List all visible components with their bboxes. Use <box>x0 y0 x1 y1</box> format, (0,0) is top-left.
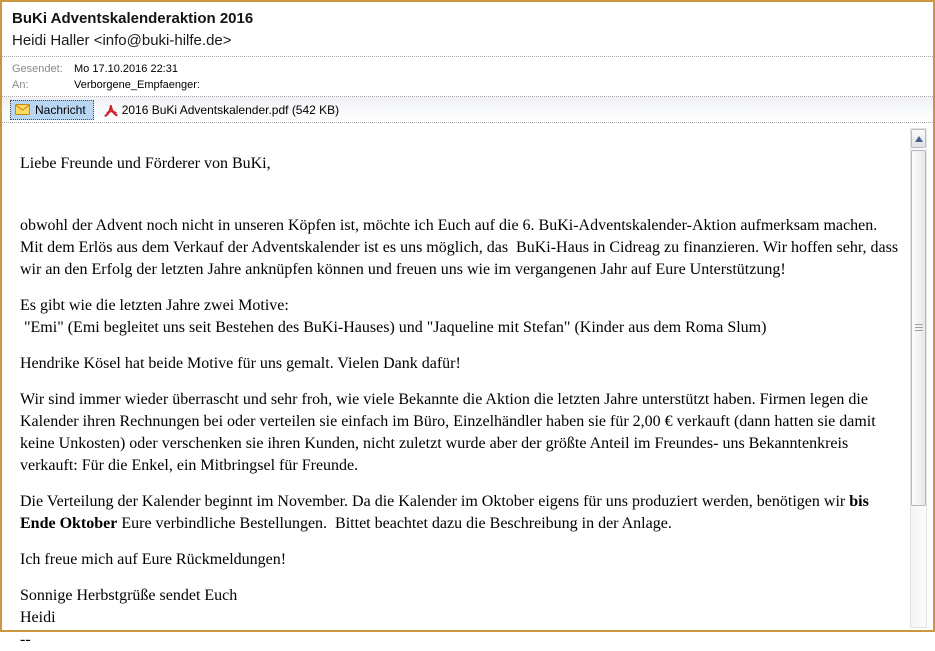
bold-text-segment: bis Ende Oktober <box>20 493 873 532</box>
pdf-icon <box>104 103 118 117</box>
email-subject: BuKi Adventskalenderaktion 2016 <box>12 10 254 27</box>
text-segment: -- <box>20 631 31 648</box>
email-header <box>2 2 933 123</box>
text-segment: Heidi <box>20 609 56 626</box>
message-body <box>2 123 933 648</box>
paragraph <box>20 353 899 375</box>
text-segment: Die Verteilung der Kalender beginnt im November. Da die Kalender im Oktober eigens für uns produziert werden, benötigen wir <box>20 493 850 510</box>
email-sender: Heidi Haller <info@buki-hilfe.de> <box>12 32 232 49</box>
text-segment: "Emi" (Emi begleitet uns seit Bestehen des BuKi-Hauses) und "Jaqueline mit Stefan" (Kinder aus dem Roma Slum) <box>20 319 767 336</box>
message-tab[interactable] <box>10 100 94 120</box>
paragraph <box>20 389 899 477</box>
text-segment: Liebe Freunde und Förderer von BuKi, <box>20 155 271 172</box>
paragraph <box>20 295 899 339</box>
text-segment: Wir sind immer wieder überrascht und sehr froh, wie viele Bekannte die Aktion die letzten Jahre unterstützt haben. Firmen legen die Kalender ihren Rechnungen bei oder verteilen sie einfach im Büro, Einzelhändler haben sie für 2,00 € verkauft (dann hatten sie damit keine Unkosten) oder verschenken sie ihren Kunden, nicht zuletzt wurde aber der größte Anteil im Freundes- uns Bekanntenkreis verkauft: Für die Enkel, ein Mitbringsel für Freunde. <box>20 391 880 474</box>
sent-value: Mo 17.10.2016 22:31 <box>74 63 178 75</box>
paragraph <box>20 549 899 571</box>
envelope-icon <box>15 104 30 115</box>
to-value: Verborgene_Empfaenger: <box>74 79 200 91</box>
text-segment: obwohl der Advent noch nicht in unseren Köpfen ist, möchte ich Euch auf die 6. BuKi-Adventskalender-Aktion aufmerksam machen. Mit dem Erlös aus dem Verkauf der Adventskalender ist es uns möglich, das BuKi-Haus in Cidreag zu finanzieren. Wir hoffen sehr, dass wir an den Erfolg der letzten Jahre anknüpfen können und freuen uns wie im vergangenen Jahr auf Eure Unterstützung! <box>20 217 903 278</box>
text-segment: Eure verbindliche Bestellungen. Bittet beachtet dazu die Beschreibung in der Anlage. <box>117 515 672 532</box>
scroll-up-button[interactable] <box>911 129 926 148</box>
text-segment: Ich freue mich auf Eure Rückmeldungen! <box>20 551 287 568</box>
arrow-up-icon <box>915 136 923 142</box>
meta-row-sent <box>12 61 923 77</box>
attachment-name: 2016 BuKi Adventskalender.pdf (542 KB) <box>121 102 340 117</box>
meta-row-to <box>12 77 923 93</box>
text-segment: Es gibt wie die letzten Jahre zwei Motive: <box>20 297 289 314</box>
message-text <box>2 123 933 651</box>
email-meta <box>2 57 933 96</box>
grip-icon <box>915 324 923 332</box>
message-tab-label: Nachricht <box>35 102 86 117</box>
attachment-bar <box>2 97 933 122</box>
attachment-pdf[interactable] <box>104 103 339 117</box>
to-label: An: <box>12 79 29 91</box>
paragraph <box>20 153 899 175</box>
paragraph <box>20 491 899 535</box>
paragraph <box>20 585 899 651</box>
paragraph <box>20 215 903 281</box>
scrollbar[interactable] <box>910 128 927 628</box>
scrollbar-thumb[interactable] <box>911 150 926 506</box>
sent-label: Gesendet: <box>12 63 63 75</box>
text-segment: Hendrike Kösel hat beide Motive für uns gemalt. Vielen Dank dafür! <box>20 355 461 372</box>
text-segment: Sonnige Herbstgrüße sendet Euch <box>20 587 238 604</box>
